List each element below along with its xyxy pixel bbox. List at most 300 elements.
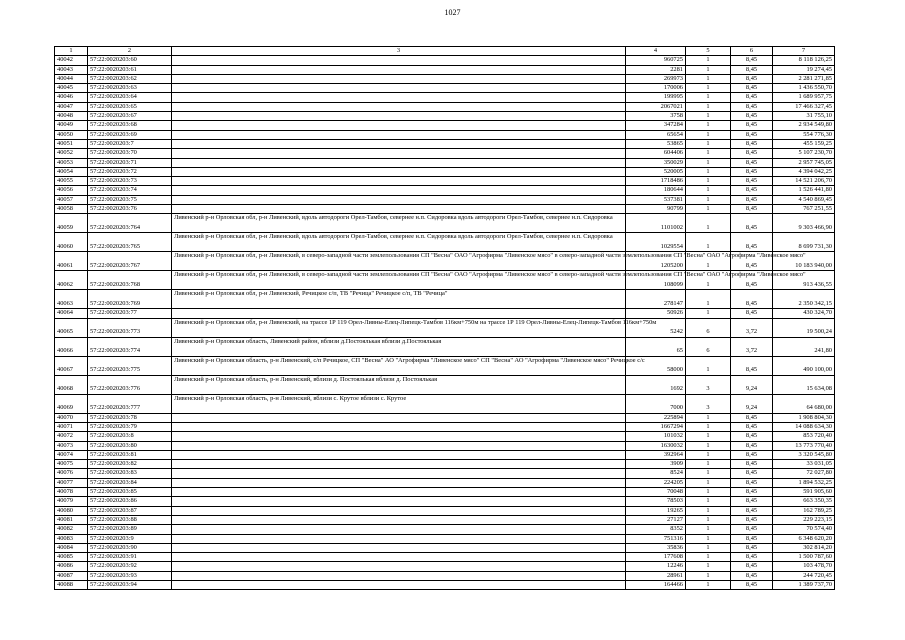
- table-row: [55, 375, 835, 394]
- area-cell: 50926: [626, 309, 686, 318]
- rate-cell: 8,45: [731, 102, 773, 111]
- category-cell: 1: [686, 290, 731, 309]
- table-row: [55, 149, 835, 158]
- cadastral-number-cell: 57:22:0020203:776: [88, 375, 172, 394]
- area-cell: 225894: [626, 413, 686, 422]
- cadastral-number-cell: 57:22:0020203:74: [88, 186, 172, 195]
- area-cell: 101032: [626, 432, 686, 441]
- table-row: [55, 130, 835, 139]
- cadastral-value-cell: 302 814,20: [773, 543, 835, 552]
- category-cell: 1: [686, 112, 731, 121]
- category-cell: 1: [686, 450, 731, 459]
- cadastral-number-cell: 57:22:0020203:75: [88, 195, 172, 204]
- category-cell: 1: [686, 422, 731, 431]
- address-cell: [172, 130, 626, 139]
- row-number-cell: 40069: [55, 394, 88, 413]
- rate-cell: 8,45: [731, 441, 773, 450]
- category-cell: 1: [686, 432, 731, 441]
- category-cell: 1: [686, 158, 731, 167]
- cadastral-value-cell: 2 957 745,05: [773, 158, 835, 167]
- cadastral-number-cell: 57:22:0020203:81: [88, 450, 172, 459]
- table-row: [55, 309, 835, 318]
- cadastral-number-cell: 57:22:0020203:84: [88, 478, 172, 487]
- area-cell: 520005: [626, 167, 686, 176]
- table-row: [55, 413, 835, 422]
- table-row: [55, 450, 835, 459]
- table-row: [55, 186, 835, 195]
- cadastral-value-cell: 5 107 230,70: [773, 149, 835, 158]
- rate-cell: 8,45: [731, 356, 773, 375]
- cadastral-value-cell: 9 303 466,90: [773, 214, 835, 233]
- row-number-cell: 40064: [55, 309, 88, 318]
- category-cell: 1: [686, 195, 731, 204]
- category-cell: 1: [686, 356, 731, 375]
- row-number-cell: 40085: [55, 553, 88, 562]
- table-row: [55, 562, 835, 571]
- address-cell: [172, 469, 626, 478]
- column-header: 2: [88, 47, 172, 56]
- address-cell: [172, 112, 626, 121]
- rate-cell: 9,24: [731, 394, 773, 413]
- row-number-cell: 40062: [55, 271, 88, 290]
- area-cell: 224205: [626, 478, 686, 487]
- row-number-cell: 40060: [55, 233, 88, 252]
- address-cell: [172, 562, 626, 571]
- cadastral-number-cell: 57:22:0020203:92: [88, 562, 172, 571]
- area-cell: 170006: [626, 84, 686, 93]
- address-cell: [172, 422, 626, 431]
- address-cell: Ливенский р-н Орловская область, р-н Ливенский, вблизи д. Постоялькая вблизи д. Постоялькая: [172, 375, 626, 394]
- area-cell: 78503: [626, 497, 686, 506]
- row-number-cell: 40070: [55, 413, 88, 422]
- rate-cell: 8,45: [731, 450, 773, 459]
- column-header: 5: [686, 47, 731, 56]
- cadastral-number-cell: 57:22:0020203:91: [88, 553, 172, 562]
- area-cell: 278147: [626, 290, 686, 309]
- rate-cell: 8,45: [731, 121, 773, 130]
- table-row: [55, 177, 835, 186]
- table-row: [55, 195, 835, 204]
- cadastral-value-cell: 72 027,80: [773, 469, 835, 478]
- category-cell: 1: [686, 233, 731, 252]
- address-cell: [172, 515, 626, 524]
- rate-cell: 8,45: [731, 571, 773, 580]
- row-number-cell: 40065: [55, 318, 88, 337]
- table-row: [55, 497, 835, 506]
- address-cell: [172, 571, 626, 580]
- area-cell: 960725: [626, 56, 686, 65]
- area-cell: 164466: [626, 580, 686, 589]
- address-cell: [172, 93, 626, 102]
- table-row: [55, 112, 835, 121]
- cadastral-number-cell: 57:22:0020203:775: [88, 356, 172, 375]
- address-cell: Ливенский р-н Орловская область, Ливенский район, вблизи д.Постоялькая вблизи д.Постоялькая: [172, 337, 626, 356]
- rate-cell: 8,45: [731, 195, 773, 204]
- cadastral-number-cell: 57:22:0020203:76: [88, 205, 172, 214]
- address-cell: [172, 84, 626, 93]
- cadastral-value-cell: 31 755,10: [773, 112, 835, 121]
- address-cell: [172, 205, 626, 214]
- category-cell: 1: [686, 84, 731, 93]
- area-cell: 35836: [626, 543, 686, 552]
- address-cell: [172, 56, 626, 65]
- area-cell: 347284: [626, 121, 686, 130]
- rate-cell: 8,45: [731, 177, 773, 186]
- table-body: [55, 56, 835, 590]
- cadastral-value-cell: 19 274,45: [773, 65, 835, 74]
- cadastral-number-cell: 57:22:0020203:65: [88, 102, 172, 111]
- address-cell: [172, 121, 626, 130]
- category-cell: 1: [686, 130, 731, 139]
- table-row: [55, 65, 835, 74]
- row-number-cell: 40066: [55, 337, 88, 356]
- rate-cell: 8,45: [731, 488, 773, 497]
- row-number-cell: 40073: [55, 441, 88, 450]
- address-cell: Ливенский р-н Орловская обл, р-н Ливенский, Речицкое с/п, ТВ "Речица" Речицкое с/п, ТВ "Речица": [172, 290, 626, 309]
- cadastral-number-cell: 57:22:0020203:88: [88, 515, 172, 524]
- cadastral-value-cell: 13 773 770,40: [773, 441, 835, 450]
- cadastral-number-cell: 57:22:0020203:94: [88, 580, 172, 589]
- row-number-cell: 40081: [55, 515, 88, 524]
- cadastral-number-cell: 57:22:0020203:77: [88, 309, 172, 318]
- cadastral-value-cell: 663 350,35: [773, 497, 835, 506]
- cadastral-number-cell: 57:22:0020203:86: [88, 497, 172, 506]
- table-row: [55, 534, 835, 543]
- row-number-cell: 40046: [55, 93, 88, 102]
- category-cell: 1: [686, 205, 731, 214]
- table-row: [55, 525, 835, 534]
- cadastral-value-cell: 1 689 957,75: [773, 93, 835, 102]
- address-cell: Ливенский р-н Орловская обл, р-н Ливенский, вдоль автодороги Орел-Тамбов, севернее н.п. Сидоровка вдоль автодороги Орел-Тамбов, севернее н.п. Сидоровка: [172, 214, 626, 233]
- cadastral-number-cell: 57:22:0020203:85: [88, 488, 172, 497]
- cadastral-value-cell: 244 720,45: [773, 571, 835, 580]
- row-number-cell: 40051: [55, 139, 88, 148]
- area-cell: 350029: [626, 158, 686, 167]
- table-row: [55, 337, 835, 356]
- cadastral-value-cell: 1 436 550,70: [773, 84, 835, 93]
- rate-cell: 8,45: [731, 525, 773, 534]
- area-cell: 53865: [626, 139, 686, 148]
- cadastral-number-cell: 57:22:0020203:777: [88, 394, 172, 413]
- cadastral-number-cell: 57:22:0020203:87: [88, 506, 172, 515]
- area-cell: 1205200: [626, 252, 686, 271]
- category-cell: 1: [686, 506, 731, 515]
- cadastral-value-cell: 10 183 940,00: [773, 252, 835, 271]
- rate-cell: 8,45: [731, 84, 773, 93]
- row-number-cell: 40071: [55, 422, 88, 431]
- area-cell: 7000: [626, 394, 686, 413]
- category-cell: 1: [686, 441, 731, 450]
- area-cell: 65654: [626, 130, 686, 139]
- category-cell: 1: [686, 167, 731, 176]
- row-number-cell: 40077: [55, 478, 88, 487]
- cadastral-value-cell: 3 320 545,80: [773, 450, 835, 459]
- row-number-cell: 40068: [55, 375, 88, 394]
- category-cell: 1: [686, 121, 731, 130]
- cadastral-number-cell: 57:22:0020203:769: [88, 290, 172, 309]
- cadastral-value-cell: 1 389 737,70: [773, 580, 835, 589]
- table-row: [55, 356, 835, 375]
- address-cell: [172, 450, 626, 459]
- category-cell: 6: [686, 318, 731, 337]
- cadastral-number-cell: 57:22:0020203:773: [88, 318, 172, 337]
- category-cell: 1: [686, 74, 731, 83]
- rate-cell: 8,45: [731, 271, 773, 290]
- row-number-cell: 40042: [55, 56, 88, 65]
- table-row: [55, 233, 835, 252]
- cadastral-number-cell: 57:22:0020203:90: [88, 543, 172, 552]
- column-header: 3: [172, 47, 626, 56]
- cadastral-value-cell: 913 436,55: [773, 271, 835, 290]
- cadastral-value-cell: 853 720,40: [773, 432, 835, 441]
- table-row: [55, 469, 835, 478]
- cadastral-value-cell: 19 500,24: [773, 318, 835, 337]
- row-number-cell: 40055: [55, 177, 88, 186]
- address-cell: [172, 506, 626, 515]
- table-row: [55, 441, 835, 450]
- area-cell: 65: [626, 337, 686, 356]
- cadastral-number-cell: 57:22:0020203:764: [88, 214, 172, 233]
- table-row: [55, 121, 835, 130]
- category-cell: 1: [686, 553, 731, 562]
- area-cell: 108099: [626, 271, 686, 290]
- rate-cell: 8,45: [731, 478, 773, 487]
- rate-cell: 8,45: [731, 290, 773, 309]
- row-number-cell: 40047: [55, 102, 88, 111]
- cadastral-number-cell: 57:22:0020203:64: [88, 93, 172, 102]
- area-cell: 19265: [626, 506, 686, 515]
- page-number: 1027: [444, 8, 461, 17]
- cadastral-value-cell: 15 634,08: [773, 375, 835, 394]
- table-row: [55, 290, 835, 309]
- address-cell: Ливенский р-н Орловская обл, р-н Ливенский, в северо-западной части землепользования СП "Весна" ОАО "Агрофирма "Ливенское мясо" в северо-западной части землепользования СП "Весна" ОАО "Агрофирма "Ливенское мясо": [172, 252, 626, 271]
- cadastral-number-cell: 57:22:0020203:80: [88, 441, 172, 450]
- category-cell: 3: [686, 394, 731, 413]
- table-row: [55, 422, 835, 431]
- address-cell: [172, 580, 626, 589]
- rate-cell: 8,45: [731, 167, 773, 176]
- table-row: [55, 93, 835, 102]
- row-number-cell: 40048: [55, 112, 88, 121]
- cadastral-number-cell: 57:22:0020203:93: [88, 571, 172, 580]
- cadastral-number-cell: 57:22:0020203:768: [88, 271, 172, 290]
- table-row: [55, 56, 835, 65]
- address-cell: [172, 553, 626, 562]
- area-cell: 1718486: [626, 177, 686, 186]
- address-cell: [172, 309, 626, 318]
- rate-cell: 8,45: [731, 422, 773, 431]
- table-row: [55, 158, 835, 167]
- cadastral-value-cell: 103 478,70: [773, 562, 835, 571]
- cadastral-value-cell: 2 281 271,85: [773, 74, 835, 83]
- cadastral-value-cell: 430 324,70: [773, 309, 835, 318]
- table-header-row: [55, 47, 835, 56]
- row-number-cell: 40053: [55, 158, 88, 167]
- address-cell: [172, 413, 626, 422]
- address-cell: [172, 432, 626, 441]
- rate-cell: 3,72: [731, 318, 773, 337]
- row-number-cell: 40086: [55, 562, 88, 571]
- rate-cell: 8,45: [731, 112, 773, 121]
- rate-cell: 8,45: [731, 130, 773, 139]
- registry-table: [54, 46, 835, 590]
- rate-cell: 8,45: [731, 74, 773, 83]
- address-cell: [172, 543, 626, 552]
- rate-cell: 8,45: [731, 580, 773, 589]
- row-number-cell: 40043: [55, 65, 88, 74]
- area-cell: 1667294: [626, 422, 686, 431]
- area-cell: 1101002: [626, 214, 686, 233]
- rate-cell: 8,45: [731, 413, 773, 422]
- row-number-cell: 40083: [55, 534, 88, 543]
- address-cell: [172, 497, 626, 506]
- table-row: [55, 506, 835, 515]
- table-row: [55, 394, 835, 413]
- category-cell: 1: [686, 478, 731, 487]
- table-row: [55, 460, 835, 469]
- cadastral-number-cell: 57:22:0020203:70: [88, 149, 172, 158]
- address-cell: [172, 534, 626, 543]
- row-number-cell: 40045: [55, 84, 88, 93]
- cadastral-value-cell: 1 500 787,60: [773, 553, 835, 562]
- area-cell: 199995: [626, 93, 686, 102]
- rate-cell: 8,45: [731, 214, 773, 233]
- category-cell: 1: [686, 149, 731, 158]
- cadastral-value-cell: 241,80: [773, 337, 835, 356]
- table-row: [55, 488, 835, 497]
- address-cell: [172, 139, 626, 148]
- area-cell: 1029554: [626, 233, 686, 252]
- area-cell: 12246: [626, 562, 686, 571]
- row-number-cell: 40075: [55, 460, 88, 469]
- table-row: [55, 515, 835, 524]
- table-row: [55, 432, 835, 441]
- cadastral-value-cell: 14 521 206,70: [773, 177, 835, 186]
- category-cell: 1: [686, 534, 731, 543]
- rate-cell: 8,45: [731, 515, 773, 524]
- category-cell: 1: [686, 515, 731, 524]
- cadastral-number-cell: 57:22:0020203:69: [88, 130, 172, 139]
- cadastral-number-cell: 57:22:0020203:78: [88, 413, 172, 422]
- rate-cell: 9,24: [731, 375, 773, 394]
- table-row: [55, 271, 835, 290]
- rate-cell: 8,45: [731, 158, 773, 167]
- category-cell: 1: [686, 214, 731, 233]
- cadastral-value-cell: 455 159,25: [773, 139, 835, 148]
- cadastral-number-cell: 57:22:0020203:89: [88, 525, 172, 534]
- row-number-cell: 40050: [55, 130, 88, 139]
- table-row: [55, 74, 835, 83]
- row-number-cell: 40057: [55, 195, 88, 204]
- rate-cell: 8,45: [731, 309, 773, 318]
- cadastral-value-cell: 17 466 327,45: [773, 102, 835, 111]
- cadastral-number-cell: 57:22:0020203:68: [88, 121, 172, 130]
- address-cell: [172, 102, 626, 111]
- area-cell: 2067021: [626, 102, 686, 111]
- rate-cell: 8,45: [731, 93, 773, 102]
- table-row: [55, 543, 835, 552]
- cadastral-value-cell: 2 350 342,15: [773, 290, 835, 309]
- area-cell: 177608: [626, 553, 686, 562]
- row-number-cell: 40079: [55, 497, 88, 506]
- area-cell: 180644: [626, 186, 686, 195]
- category-cell: 1: [686, 56, 731, 65]
- rate-cell: 8,45: [731, 186, 773, 195]
- cadastral-number-cell: 57:22:0020203:61: [88, 65, 172, 74]
- column-header: 6: [731, 47, 773, 56]
- row-number-cell: 40056: [55, 186, 88, 195]
- area-cell: 2281: [626, 65, 686, 74]
- area-cell: 5242: [626, 318, 686, 337]
- table-row: [55, 214, 835, 233]
- category-cell: 1: [686, 271, 731, 290]
- cadastral-value-cell: 6 348 620,20: [773, 534, 835, 543]
- rate-cell: 8,45: [731, 56, 773, 65]
- cadastral-number-cell: 57:22:0020203:765: [88, 233, 172, 252]
- category-cell: 1: [686, 488, 731, 497]
- category-cell: 1: [686, 139, 731, 148]
- category-cell: 1: [686, 102, 731, 111]
- area-cell: 58000: [626, 356, 686, 375]
- address-cell: [172, 488, 626, 497]
- row-number-cell: 40088: [55, 580, 88, 589]
- cadastral-value-cell: 162 789,25: [773, 506, 835, 515]
- cadastral-value-cell: 8 699 731,30: [773, 233, 835, 252]
- cadastral-number-cell: 57:22:0020203:774: [88, 337, 172, 356]
- row-number-cell: 40063: [55, 290, 88, 309]
- category-cell: 1: [686, 65, 731, 74]
- address-cell: [172, 177, 626, 186]
- cadastral-value-cell: 4 540 869,45: [773, 195, 835, 204]
- category-cell: 1: [686, 525, 731, 534]
- area-cell: 537381: [626, 195, 686, 204]
- area-cell: 8352: [626, 525, 686, 534]
- cadastral-number-cell: 57:22:0020203:79: [88, 422, 172, 431]
- rate-cell: 8,45: [731, 149, 773, 158]
- column-header: 1: [55, 47, 88, 56]
- cadastral-number-cell: 57:22:0020203:83: [88, 469, 172, 478]
- cadastral-number-cell: 57:22:0020203:71: [88, 158, 172, 167]
- category-cell: 1: [686, 186, 731, 195]
- row-number-cell: 40072: [55, 432, 88, 441]
- area-cell: 1692: [626, 375, 686, 394]
- address-cell: [172, 441, 626, 450]
- cadastral-number-cell: 57:22:0020203:8: [88, 432, 172, 441]
- rate-cell: 8,45: [731, 432, 773, 441]
- address-cell: Ливенский р-н Орловская обл, р-н Ливенский, на трассе 1Р 119 Орел-Ливны-Елец-Липецк-Тамбов 116км+750м на трассе 1Р 119 Орел-Ливны-Елец-Липецк-Тамбов 116км+750м: [172, 318, 626, 337]
- category-cell: 6: [686, 337, 731, 356]
- rate-cell: 8,45: [731, 534, 773, 543]
- address-cell: [172, 149, 626, 158]
- table-row: [55, 580, 835, 589]
- cadastral-value-cell: 8 118 126,25: [773, 56, 835, 65]
- category-cell: 1: [686, 460, 731, 469]
- cadastral-number-cell: 57:22:0020203:7: [88, 139, 172, 148]
- cadastral-value-cell: 1 908 804,30: [773, 413, 835, 422]
- area-cell: 3909: [626, 460, 686, 469]
- address-cell: [172, 478, 626, 487]
- rate-cell: 8,45: [731, 139, 773, 148]
- category-cell: 1: [686, 571, 731, 580]
- row-number-cell: 40082: [55, 525, 88, 534]
- cadastral-value-cell: 1 526 441,80: [773, 186, 835, 195]
- cadastral-value-cell: 14 088 634,30: [773, 422, 835, 431]
- cadastral-value-cell: 33 031,05: [773, 460, 835, 469]
- category-cell: 1: [686, 543, 731, 552]
- rate-cell: 8,45: [731, 460, 773, 469]
- address-cell: [172, 186, 626, 195]
- address-cell: Ливенский р-н Орловская обл, р-н Ливенский, в северо-западной части землепользования СП "Весна" ОАО "Агрофирма "Ливенское мясо" в северо-западной части землепользования СП "Весна" ОАО "Агрофирма "Ливенское мясо": [172, 271, 626, 290]
